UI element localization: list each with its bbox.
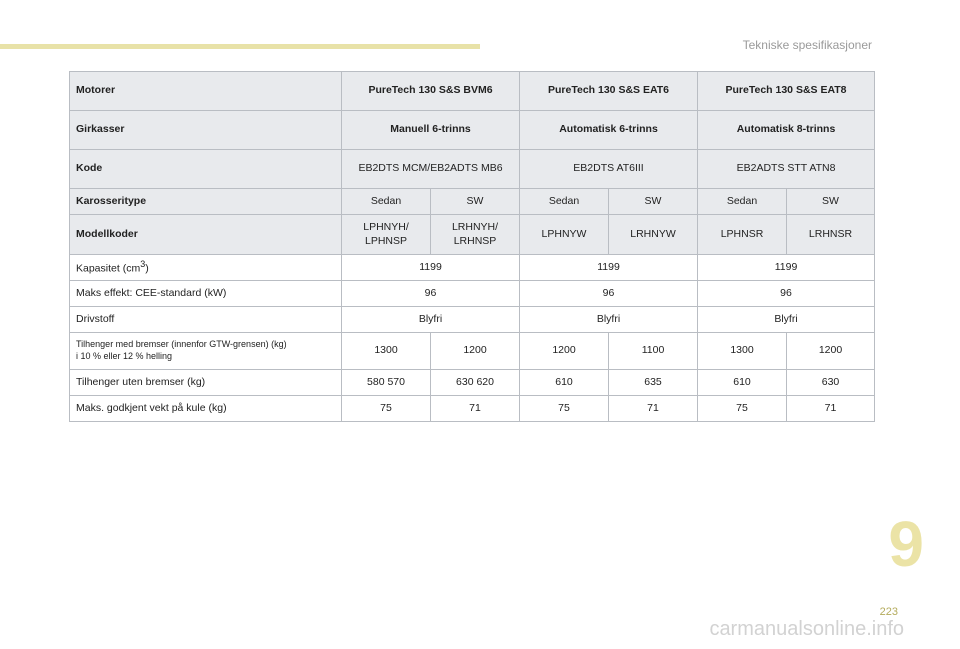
row-tilhenger-uten-bremser	[70, 370, 875, 396]
cell: LPHNYH/ LPHNSP	[342, 215, 431, 255]
cell: EB2ADTS STT ATN8	[698, 150, 875, 189]
cell: 96	[342, 281, 520, 307]
watermark: carmanualsonline.info	[709, 618, 904, 640]
cell: 1200	[431, 333, 520, 370]
cell: 630 620	[431, 370, 520, 396]
row-girkasser	[70, 111, 875, 150]
cell: SW	[787, 189, 875, 215]
row-modellkoder	[70, 215, 875, 255]
cell: LRHNYH/ LRHNSP	[431, 215, 520, 255]
row-label: Modellkoder	[70, 215, 342, 255]
cell: Blyfri	[520, 307, 698, 333]
page-number: 223	[879, 606, 898, 618]
row-label	[70, 333, 342, 370]
cell: EB2DTS AT6III	[520, 150, 698, 189]
row-label: Girkasser	[70, 111, 342, 150]
cell: 71	[431, 396, 520, 422]
row-karosseritype	[70, 189, 875, 215]
row-label: Maks effekt: CEE-standard (kW)	[70, 281, 342, 307]
cell: 75	[342, 396, 431, 422]
spec-table	[69, 71, 875, 422]
cell: Automatisk 8-trinns	[698, 111, 875, 150]
cell: 71	[787, 396, 875, 422]
cell: 75	[520, 396, 609, 422]
cell: 96	[698, 281, 875, 307]
header-accent-bar	[0, 44, 480, 49]
row-kapasitet	[70, 255, 875, 281]
row-vekt-pa-kule	[70, 396, 875, 422]
cell: 1300	[698, 333, 787, 370]
cell: 610	[520, 370, 609, 396]
cell: 630	[787, 370, 875, 396]
label-line-2: i 10 % eller 12 % helling	[76, 351, 173, 361]
row-kode	[70, 150, 875, 189]
row-effekt	[70, 281, 875, 307]
row-label: Drivstoff	[70, 307, 342, 333]
cell: 1300	[342, 333, 431, 370]
cell: 1100	[609, 333, 698, 370]
label-line-1: Tilhenger med bremser (innenfor GTW-grensen) (kg)	[76, 339, 287, 350]
label-end: )	[145, 262, 149, 275]
cell: 1200	[520, 333, 609, 370]
cell: SW	[609, 189, 698, 215]
row-drivstoff	[70, 307, 875, 333]
cell: 1200	[787, 333, 875, 370]
cell: Sedan	[520, 189, 609, 215]
section-title: Tekniske spesifikasjoner	[742, 38, 872, 52]
cell: 71	[609, 396, 698, 422]
row-label: Motorer	[70, 72, 342, 111]
label-text: Kapasitet (cm	[76, 262, 141, 275]
cell: LRHNYW	[609, 215, 698, 255]
cell: Automatisk 6-trinns	[520, 111, 698, 150]
superscript: 3	[140, 258, 146, 269]
row-label: Kode	[70, 150, 342, 189]
cell: 96	[520, 281, 698, 307]
cell: Blyfri	[342, 307, 520, 333]
cell: 1199	[342, 255, 520, 281]
cell: PureTech 130 S&S EAT8	[698, 72, 875, 111]
row-motorer	[70, 72, 875, 111]
cell: PureTech 130 S&S BVM6	[342, 72, 520, 111]
cell: LPHNSR	[698, 215, 787, 255]
cell: LRHNSR	[787, 215, 875, 255]
cell: LPHNYW	[520, 215, 609, 255]
cell: 1199	[698, 255, 875, 281]
row-label: Tilhenger uten bremser (kg)	[70, 370, 342, 396]
cell: 610	[698, 370, 787, 396]
cell: Manuell 6-trinns	[342, 111, 520, 150]
cell: SW	[431, 189, 520, 215]
row-label: Karosseritype	[70, 189, 342, 215]
cell: 635	[609, 370, 698, 396]
cell: 1199	[520, 255, 698, 281]
row-tilhenger-med-bremser	[70, 333, 875, 370]
cell: Sedan	[698, 189, 787, 215]
cell: EB2DTS MCM/EB2ADTS MB6	[342, 150, 520, 189]
cell: PureTech 130 S&S EAT6	[520, 72, 698, 111]
row-label: Maks. godkjent vekt på kule (kg)	[70, 396, 342, 422]
cell: Sedan	[342, 189, 431, 215]
row-label	[70, 255, 342, 281]
chapter-number: 9	[888, 508, 924, 580]
cell: 75	[698, 396, 787, 422]
cell: 580 570	[342, 370, 431, 396]
cell: Blyfri	[698, 307, 875, 333]
